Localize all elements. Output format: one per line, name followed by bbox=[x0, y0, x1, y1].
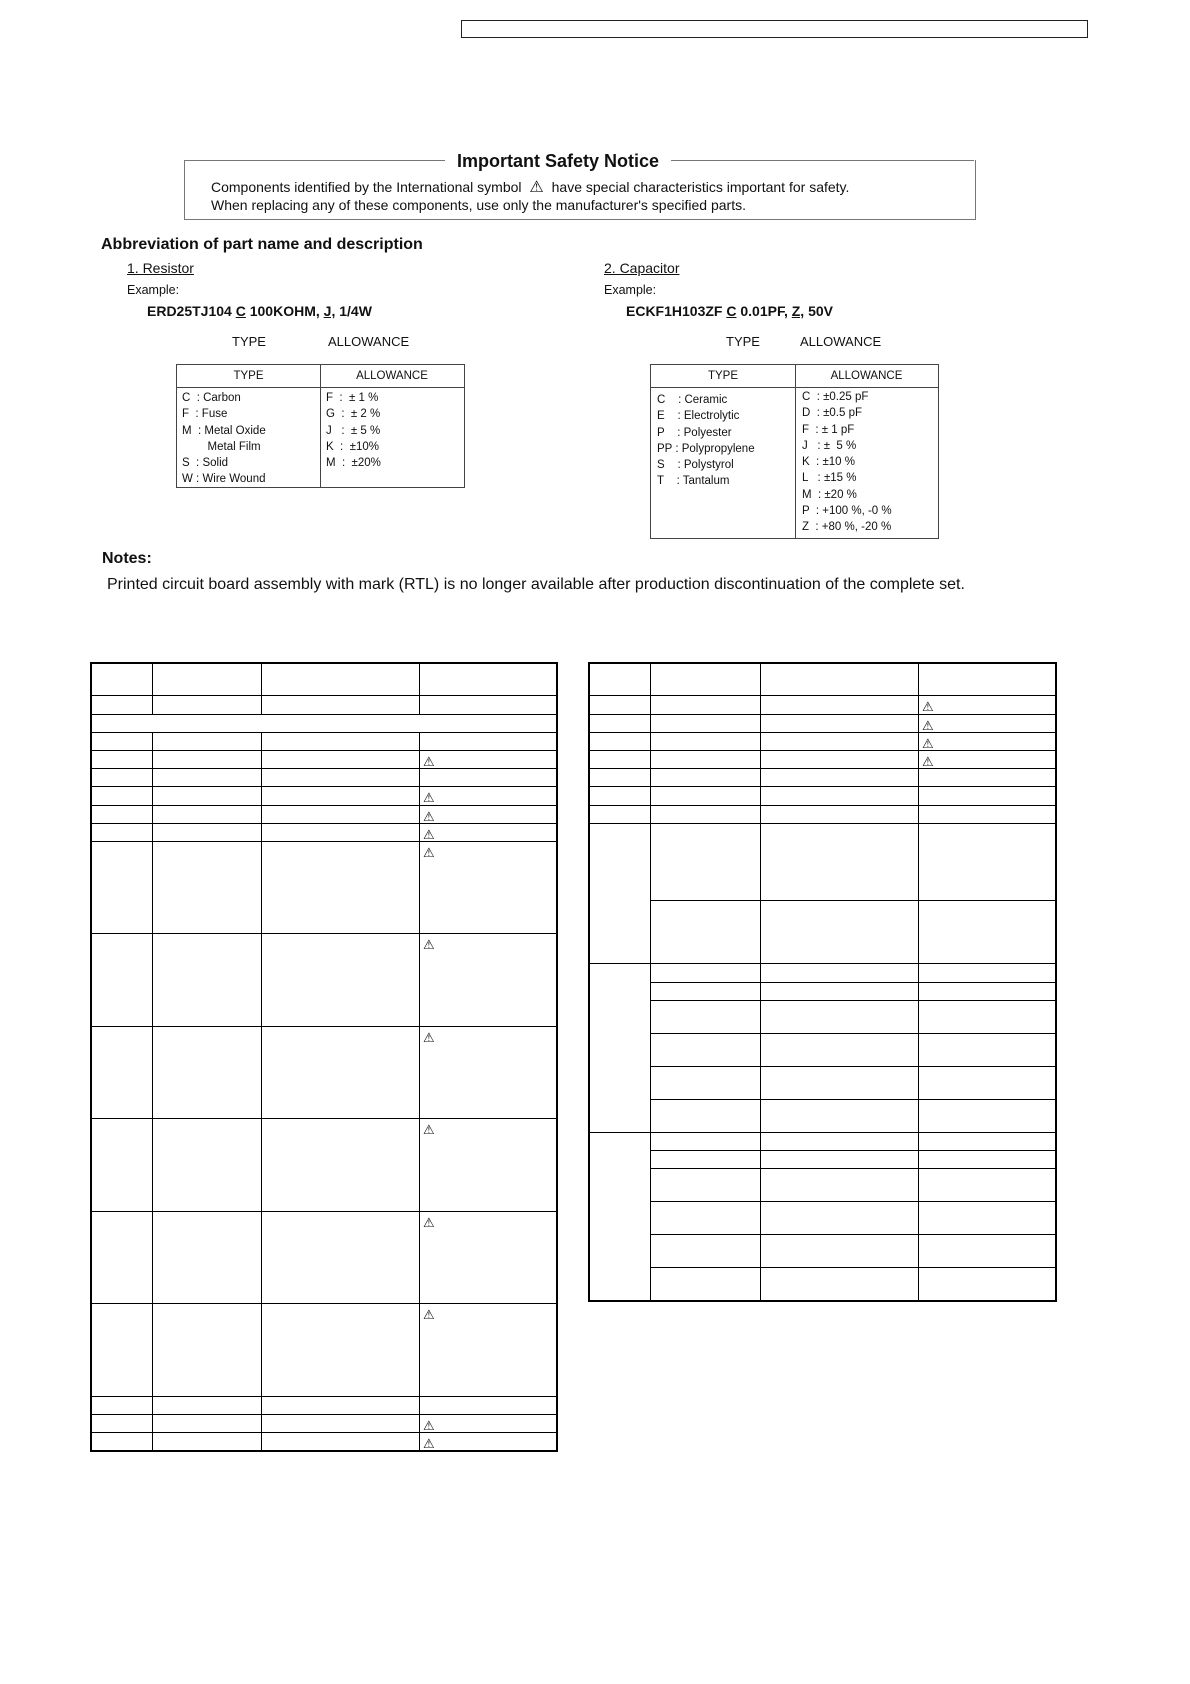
warning-triangle-icon: ⚠ bbox=[423, 1122, 435, 1137]
list-item: P : Polyester bbox=[657, 426, 732, 439]
list-item: G : ± 2 % bbox=[326, 408, 381, 421]
notes-text: Printed circuit board assembly with mark (RTL) is no longer available after production discontinuation of the complete set. bbox=[107, 576, 965, 593]
resistor-allowance-label: ALLOWANCE bbox=[328, 334, 410, 349]
capacitor-example-label: Example: bbox=[604, 283, 657, 297]
capacitor-type-label: TYPE bbox=[726, 334, 760, 349]
resistor-type-label: TYPE bbox=[232, 334, 266, 349]
notes-heading: Notes: bbox=[102, 550, 152, 567]
code-type: C bbox=[235, 303, 246, 319]
warning-triangle-icon: ⚠ bbox=[922, 736, 934, 751]
list-item: F : ± 1 pF bbox=[802, 423, 855, 436]
code-part: ECKF1H103ZF bbox=[626, 303, 727, 319]
warning-triangle-icon: ⚠ bbox=[423, 754, 435, 769]
list-item: S : Polystyrol bbox=[657, 459, 734, 472]
code-type: C bbox=[726, 303, 737, 319]
parts-table bbox=[588, 662, 1057, 1302]
warning-triangle-icon: ⚠ bbox=[423, 1418, 435, 1433]
capacitor-title: 2. Capacitor bbox=[604, 260, 680, 276]
resistor-types-list bbox=[182, 390, 266, 488]
safety-notice-line1 bbox=[211, 177, 849, 197]
list-item: F : Fuse bbox=[182, 408, 228, 421]
warning-triangle-icon: ⚠ bbox=[423, 809, 435, 824]
list-item: P : +100 %, -0 % bbox=[802, 505, 892, 518]
warning-triangle-icon: ⚠ bbox=[423, 845, 435, 860]
parts-table bbox=[90, 662, 558, 1452]
list-item: E : Electrolytic bbox=[657, 410, 740, 423]
list-item: Z : +80 %, -20 % bbox=[802, 521, 892, 534]
list-item: M : Metal Oxide bbox=[182, 424, 266, 437]
list-item: J : ± 5 % bbox=[802, 439, 857, 452]
warning-triangle-icon: ⚠ bbox=[423, 1436, 435, 1451]
list-item: F : ± 1 % bbox=[326, 392, 379, 404]
list-item: K : ±10 % bbox=[802, 456, 855, 469]
header-box bbox=[461, 20, 1088, 38]
resistor-example-label: Example: bbox=[127, 283, 180, 297]
code-part: 50V bbox=[804, 303, 834, 319]
list-item: M : ±20% bbox=[326, 457, 381, 470]
code-part: 100KOHM, bbox=[245, 303, 324, 319]
column-divider bbox=[795, 365, 796, 538]
list-item: Metal Film bbox=[182, 440, 261, 453]
capacitor-types-list bbox=[657, 392, 755, 490]
code-allowance: Z, bbox=[791, 303, 805, 319]
list-item: D : ±0.5 pF bbox=[802, 407, 862, 420]
warning-triangle-icon: ⚠ bbox=[922, 718, 934, 733]
list-item: M : ±20 % bbox=[802, 488, 857, 501]
resistor-allowances-list bbox=[326, 390, 381, 471]
code-part: 0.01PF, bbox=[736, 303, 792, 319]
code-part: 1/4W bbox=[335, 303, 372, 319]
resistor-title: 1. Resistor bbox=[127, 260, 194, 276]
list-item: T : Tantalum bbox=[657, 475, 730, 488]
abbreviation-heading: Abbreviation of part name and description bbox=[101, 236, 423, 253]
list-item: J : ± 5 % bbox=[326, 424, 381, 437]
capacitor-allowance-label: ALLOWANCE bbox=[800, 334, 882, 349]
notice-text: Components identified by the International symbol bbox=[211, 179, 522, 195]
list-item: W : Wire Wound bbox=[182, 473, 266, 486]
safety-notice-title-text: Important Safety Notice bbox=[445, 151, 671, 171]
list-item: L : ±15 % bbox=[802, 472, 857, 485]
header-type: TYPE bbox=[177, 365, 320, 388]
list-item: C : Ceramic bbox=[657, 394, 728, 406]
code-allowance: J, bbox=[323, 303, 336, 319]
warning-triangle-icon: ⚠ bbox=[529, 179, 544, 196]
code-part: ERD25TJ104 bbox=[147, 303, 236, 319]
warning-triangle-icon: ⚠ bbox=[423, 827, 435, 842]
list-item: S : Solid bbox=[182, 457, 229, 470]
warning-triangle-icon: ⚠ bbox=[423, 1307, 435, 1322]
resistor-abbreviation-table bbox=[176, 364, 465, 488]
header-type: TYPE bbox=[651, 365, 795, 388]
capacitor-abbreviation-table bbox=[650, 364, 939, 539]
header-allowance: ALLOWANCE bbox=[795, 365, 938, 388]
warning-triangle-icon: ⚠ bbox=[423, 937, 435, 952]
notice-text: have special characteristics important for safety. bbox=[551, 179, 850, 195]
list-item: PP : Polypropylene bbox=[657, 442, 755, 455]
list-item: C : Carbon bbox=[182, 392, 241, 404]
warning-triangle-icon: ⚠ bbox=[423, 1215, 435, 1230]
capacitor-example-code bbox=[626, 303, 833, 319]
header-allowance: ALLOWANCE bbox=[320, 365, 464, 388]
warning-triangle-icon: ⚠ bbox=[423, 790, 435, 805]
warning-triangle-icon: ⚠ bbox=[922, 699, 934, 714]
resistor-example-code bbox=[147, 303, 372, 319]
list-item: K : ±10% bbox=[326, 440, 379, 453]
safety-notice-title bbox=[0, 151, 1116, 172]
warning-triangle-icon: ⚠ bbox=[922, 754, 934, 769]
capacitor-allowances-list bbox=[802, 389, 892, 536]
warning-triangle-icon: ⚠ bbox=[423, 1030, 435, 1045]
safety-notice-line2: When replacing any of these components, use only the manufacturer's specified parts. bbox=[211, 197, 746, 213]
column-divider bbox=[320, 365, 321, 487]
list-item: C : ±0.25 pF bbox=[802, 391, 869, 403]
